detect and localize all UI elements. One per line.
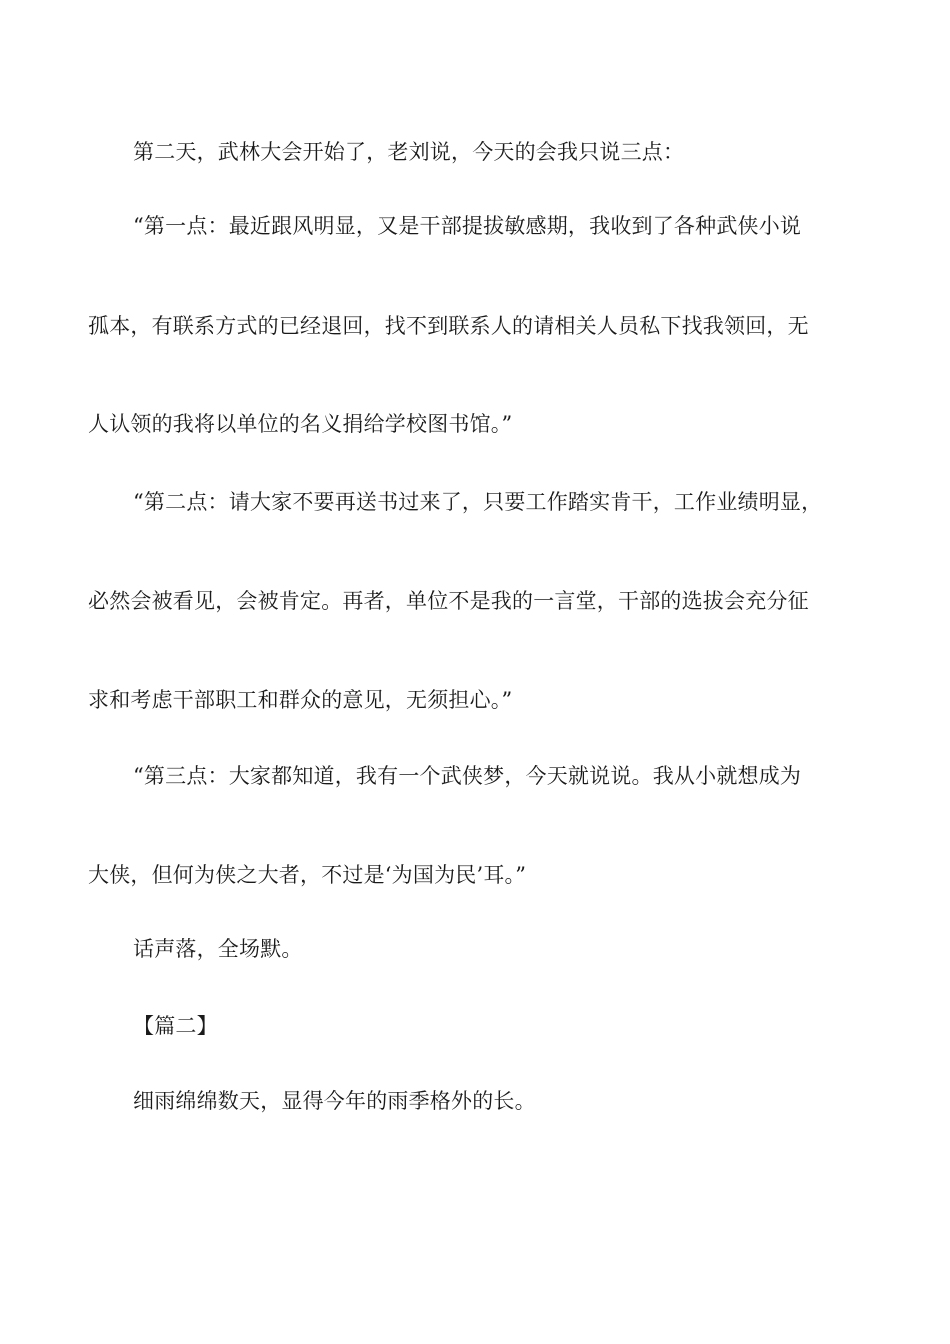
- section-heading: 【篇二】: [133, 1014, 218, 1038]
- paragraph-4-line-2: 大侠，但何为侠之大者，不过是‘为国为民’耳。”: [88, 863, 527, 887]
- paragraph-3-line-2: 必然会被看见，会被肯定。再者，单位不是我的一言堂，干部的选拔会充分征: [88, 589, 809, 613]
- paragraph-5-line-1: 话声落，全场默。: [133, 937, 303, 961]
- paragraph-2-line-2: 孤本，有联系方式的已经退回，找不到联系人的请相关人员私下找我领回，无: [88, 314, 809, 338]
- paragraph-3-line-1: “第二点：请大家不要再送书过来了，只要工作踏实肯干，工作业绩明显，: [133, 490, 823, 514]
- paragraph-6-line-1: 细雨绵绵数天，显得今年的雨季格外的长。: [133, 1089, 536, 1113]
- paragraph-2-line-3: 人认领的我将以单位的名义捐给学校图书馆。”: [88, 412, 513, 436]
- paragraph-3-line-3: 求和考虑干部职工和群众的意见，无须担心。”: [88, 688, 513, 712]
- paragraph-4-line-1: “第三点：大家都知道，我有一个武侠梦，今天就说说。我从小就想成为: [133, 764, 802, 788]
- paragraph-1-line-1: 第二天，武林大会开始了，老刘说，今天的会我只说三点：: [133, 140, 685, 164]
- paragraph-2-line-1: “第一点：最近跟风明显，又是干部提拔敏感期，我收到了各种武侠小说: [133, 214, 802, 238]
